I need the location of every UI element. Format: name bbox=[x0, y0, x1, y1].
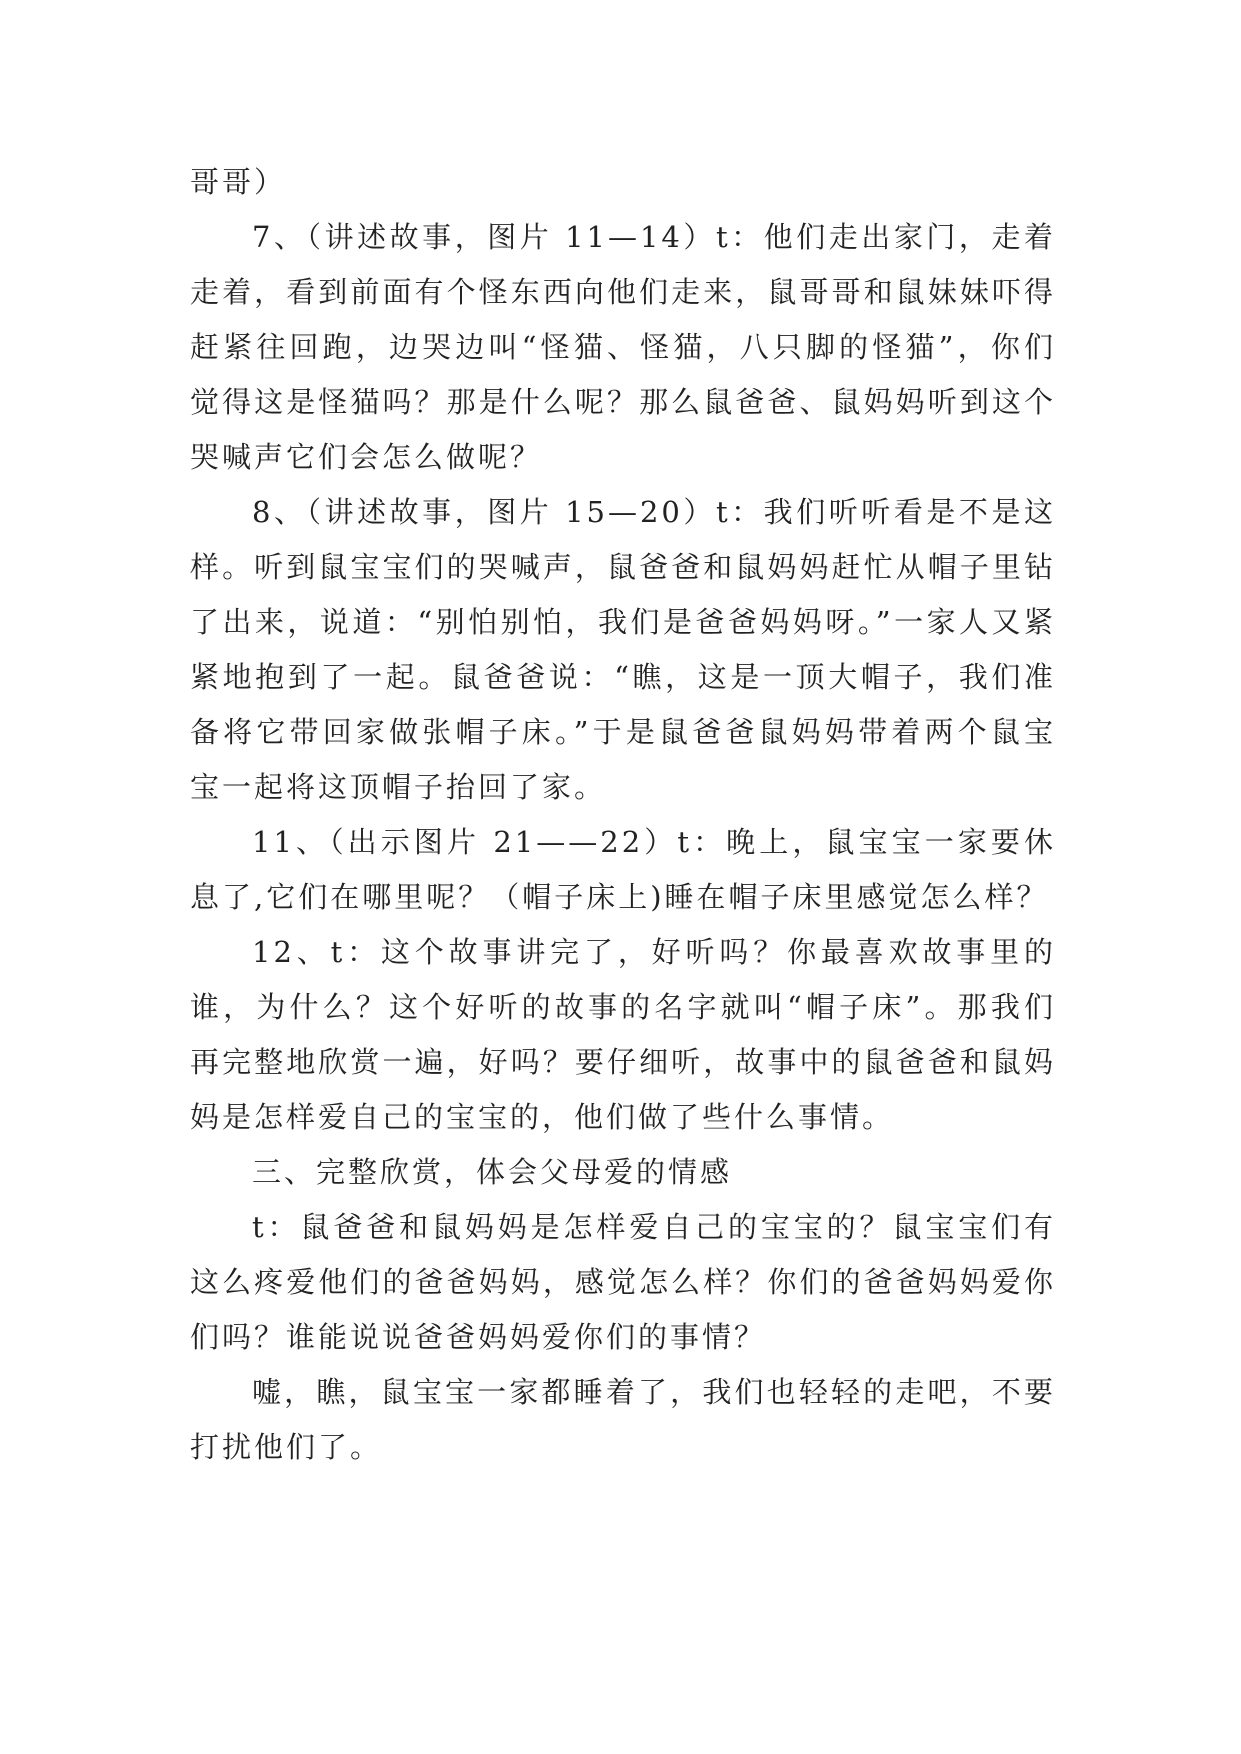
paragraph-step-7: 7、（讲述故事，图片 11—14）t：他们走出家门，走着走着，看到前面有个怪东西向他们走来，鼠哥哥和鼠妹妹吓得赶紧往回跑，边哭边叫“怪猫、怪猫，八只脚的怪猫”，你们觉得这是怪猫吗？那是什么呢？那么鼠爸爸、鼠妈妈听到这个哭喊声它们会怎么做呢？ bbox=[190, 220, 1056, 474]
paragraph-continuation: 哥哥） bbox=[190, 165, 287, 199]
paragraph-step-11: 11、（出示图片 21——22）t：晚上，鼠宝宝一家要休息了,它们在哪里呢？（帽子床上)睡在帽子床里感觉怎么样？ bbox=[190, 825, 1056, 914]
paragraph-step-8: 8、（讲述故事，图片 15—20）t：我们听听看是不是这样。听到鼠宝宝们的哭喊声，鼠爸爸和鼠妈妈赶忙从帽子里钻了出来，说道：“别怕别怕，我们是爸爸妈妈呀。”一家人又紧紧地抱到了一起。鼠爸爸说：“瞧，这是一顶大帽子，我们准备将它带回家做张帽子床。”于是鼠爸爸鼠妈妈带着两个鼠宝宝一起将这顶帽子抬回了家。 bbox=[190, 495, 1056, 804]
paragraph-closing: 嘘，瞧，鼠宝宝一家都睡着了，我们也轻轻的走吧，不要打扰他们了。 bbox=[190, 1375, 1056, 1464]
document-body bbox=[190, 155, 1056, 1475]
section-heading-3: 三、完整欣赏，体会父母爱的情感 bbox=[252, 1155, 733, 1189]
paragraph-step-12: 12、t：这个故事讲完了，好听吗？你最喜欢故事里的谁，为什么？这个好听的故事的名字就叫“帽子床”。那我们再完整地欣赏一遍，好吗？要仔细听，故事中的鼠爸爸和鼠妈妈是怎样爱自己的宝宝的，他们做了些什么事情。 bbox=[190, 935, 1056, 1134]
paragraph-teacher-question: t：鼠爸爸和鼠妈妈是怎样爱自己的宝宝的？鼠宝宝们有这么疼爱他们的爸爸妈妈，感觉怎么样？你们的爸爸妈妈爱你们吗？谁能说说爸爸妈妈爱你们的事情？ bbox=[190, 1210, 1056, 1354]
